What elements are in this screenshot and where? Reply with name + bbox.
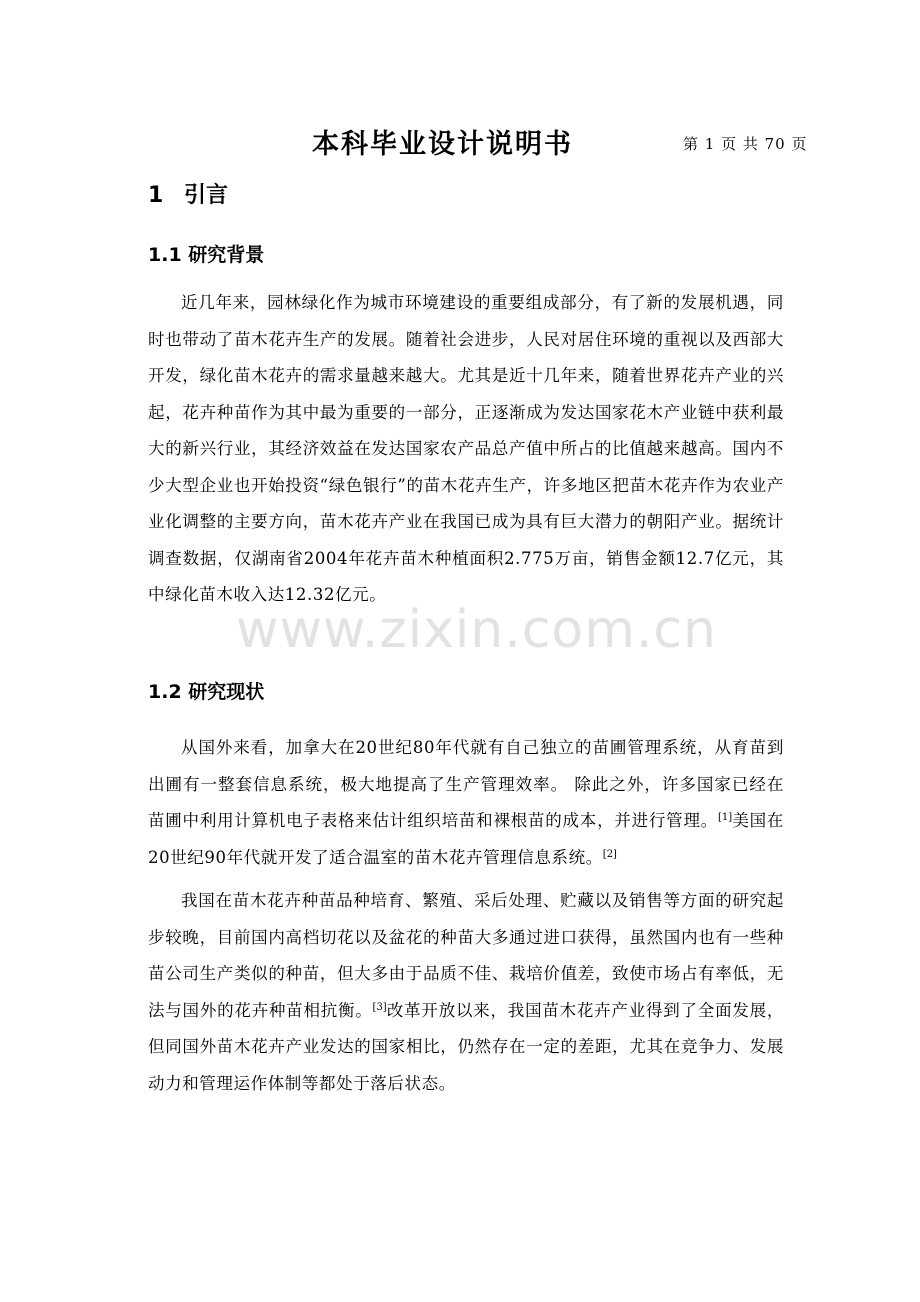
watermark: www.zixin.com.cn <box>236 600 717 660</box>
section-number: 1 <box>148 183 164 208</box>
section-heading-1 <box>148 178 228 209</box>
subsection-heading-1-2: 1.2 研究现状 <box>148 681 265 703</box>
citation-ref: [2] <box>602 848 617 860</box>
status-paragraph-1 <box>148 730 784 876</box>
status-paragraph-2 <box>148 883 784 1102</box>
section-title: 引言 <box>184 183 229 208</box>
paragraph-text: 我国在苗木花卉种苗品种培育、繁殖、采后处理、贮藏以及销售等方面的研究起步较晚，目前国内高档切花以及盆花的种苗大多通过进口获得，虽然国内也有一些种苗公司生产类似的种苗，但大多由于品质不佳、栽培价值差，致使市场占有率低，无法与国外的花卉种苗相抗衡。 <box>148 891 784 1020</box>
page-header <box>0 118 920 166</box>
paragraph-text: 改革开放以来，我国苗木花卉产业得到了全面发展，但同国外苗木花卉产业发达的国家相比，仍然存在一定的差距，尤其在竞争力、发展动力和管理运作体制等都处于落后状态。 <box>148 1000 784 1093</box>
page-number: 第 1 页 共 70 页 <box>683 135 808 153</box>
paragraph-text: 美国在20世纪90年代就开发了适合温室的苗木花卉管理信息系统。 <box>148 811 784 867</box>
citation-ref: [1] <box>718 812 733 823</box>
citation-ref: [3] <box>372 1001 387 1013</box>
background-paragraph: 近几年来，园林绿化作为城市环境建设的重要组成部分，有了新的发展机遇，同时也带动了苗木花卉生产的发展。随着社会进步，人民对居住环境的重视以及西部大开发，绿化苗木花卉的需求量越来越大。尤其是近十几年来，随着世界花卉产业的兴起，花卉种苗作为其中最为重要的一部分，正逐渐成为发达国家花木产业链中获利最大的新兴行业，其经济效益在发达国家农产品总产值中所占的比值越来越高。国内不少大型企业也开始投资“绿色银行”的苗木花卉生产，许多地区把苗木花卉作为农业产业化调整的主要方向，苗木花卉产业在我国已成为具有巨大潜力的朝阳产业。据统计调查数据，仅湖南省2004年花卉苗木种植面积2.775万亩，销售金额12.7亿元，其中绿化苗木收入达12.32亿元。 <box>148 293 784 604</box>
subsection-heading-1-1: 1.1 研究背景 <box>148 244 265 266</box>
document-title: 本科毕业设计说明书 <box>312 129 573 160</box>
paragraph-text: 从国外来看，加拿大在20世纪80年代就有自己独立的苗圃管理系统，从育苗到出圃有一整套信息系统，极大地提高了生产管理效率。 除此之外，许多国家已经在苗圃中利用计算机电子表格来估计组织培苗和裸根苗的成本，并进行管理。 <box>148 738 784 830</box>
